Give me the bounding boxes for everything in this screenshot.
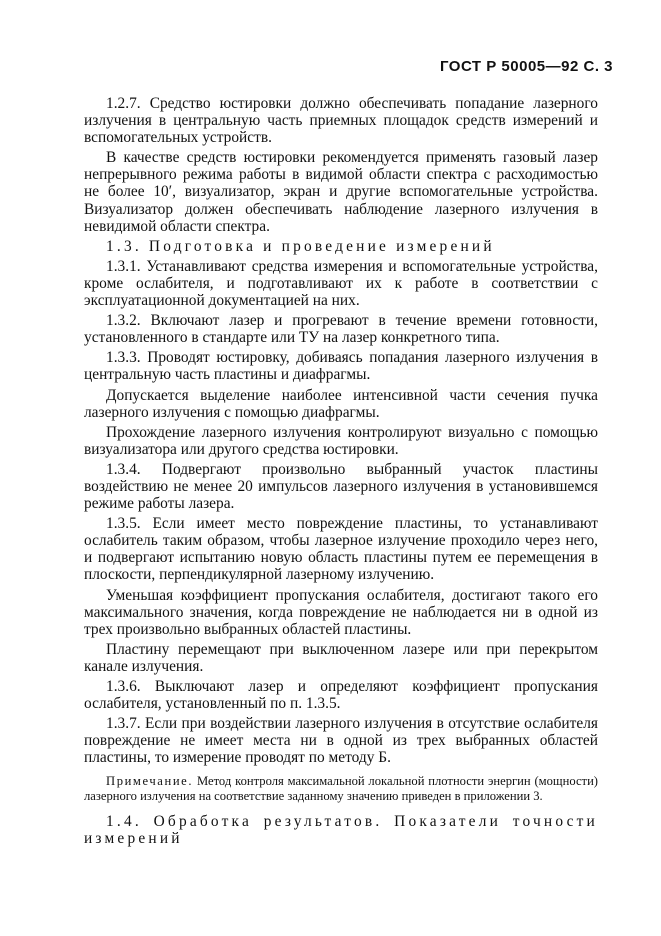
section-heading-1-3: 1.3. Подготовка и проведение измерений	[106, 237, 495, 255]
paragraph-1-3-5: 1.3.5. Если имеет место повреждение пластины, то устанавливают ослабитель таким образом, чтобы лазерное излучение проходило через него, и подвергают испытанию новую область пластины путем ее перемещения в плоскости, перпендикулярной лазерному излучению.	[84, 515, 598, 584]
paragraph-attenuation: Уменьшая коэффициент пропускания ослабителя, достигают такого его максимального значения, когда повреждение не наблюдается ни в одной из трех произвольно выбранных областей пластины.	[84, 586, 598, 638]
paragraph-1-3-1: 1.3.1. Устанавливают средства измерения и вспомогательные устройства, кроме ослабителя, и подготавливают их к работе в соответствии с эксплуатационной документацией на них.	[84, 257, 598, 310]
paragraph-visual-control: Прохождение лазерного излучения контролируют визуально с помощью визуализатора или другого средства юстировки.	[84, 423, 598, 458]
paragraph-1-3-7: 1.3.7. Если при воздействии лазерного излучения в отсутствие ослабителя повреждение не имеет места ни в одной из трех выбранных областей пластины, то измерение проводят по методу Б.	[84, 715, 598, 767]
note-lead: Примечание.	[106, 774, 194, 789]
note-text: Метод контроля максимальной локальной плотности энергин (мощности) лазерного излучения на соответствие заданному значению приведен в приложении 3.	[84, 774, 598, 804]
paragraph-1-3-2: 1.3.2. Включают лазер и прогревают в течение времени готовности, установленного в стандарте или ТУ на лазер конкретного типа.	[84, 312, 598, 347]
paragraph-plate-move: Пластину перемещают при выключенном лазере или при перекрытом канале излучения.	[84, 640, 598, 675]
paragraph-1-2-7: 1.2.7. Средство юстировки должно обеспечивать попадание лазерного излучения в центральную часть приемных площадок средств измерений и вспомогательных устройств.	[84, 95, 598, 147]
paragraph-1-3-3: 1.3.3. Проводят юстировку, добиваясь попадания лазерного излучения в центральную часть пластины и диафрагмы.	[84, 349, 598, 384]
paragraph-1-3-4: 1.3.4. Подвергают произвольно выбранный участок пластины воздействию не менее 20 импульсов лазерного излучения в установившемся режиме работы лазера.	[84, 460, 598, 513]
paragraph-1-3-6: 1.3.6. Выключают лазер и определяют коэффициент пропускания ослабителя, установленный по п. 1.3.5.	[84, 678, 598, 713]
section-heading-1-4: 1.4. Обработка результатов. Показатели точности измерений	[84, 812, 598, 847]
paragraph-alignment-means: В качестве средств юстировки рекомендуется применять газовый лазер непрерывного режима работы в видимой области спектра с расходимостью не более 10′, визуализатор, экран и другие вспомогательные устройства. Визуализатор должен обеспечивать наблюдение лазерного излучения в невидимой области спектра.	[84, 149, 598, 235]
document-body	[84, 95, 598, 850]
note	[84, 774, 598, 803]
paragraph-diaphragm: Допускается выделение наиболее интенсивной части сечения пучка лазерного излучения с помощью диафрагмы.	[84, 386, 598, 421]
page-header-standard: ГОСТ Р 50005—92 С. 3	[439, 58, 613, 75]
